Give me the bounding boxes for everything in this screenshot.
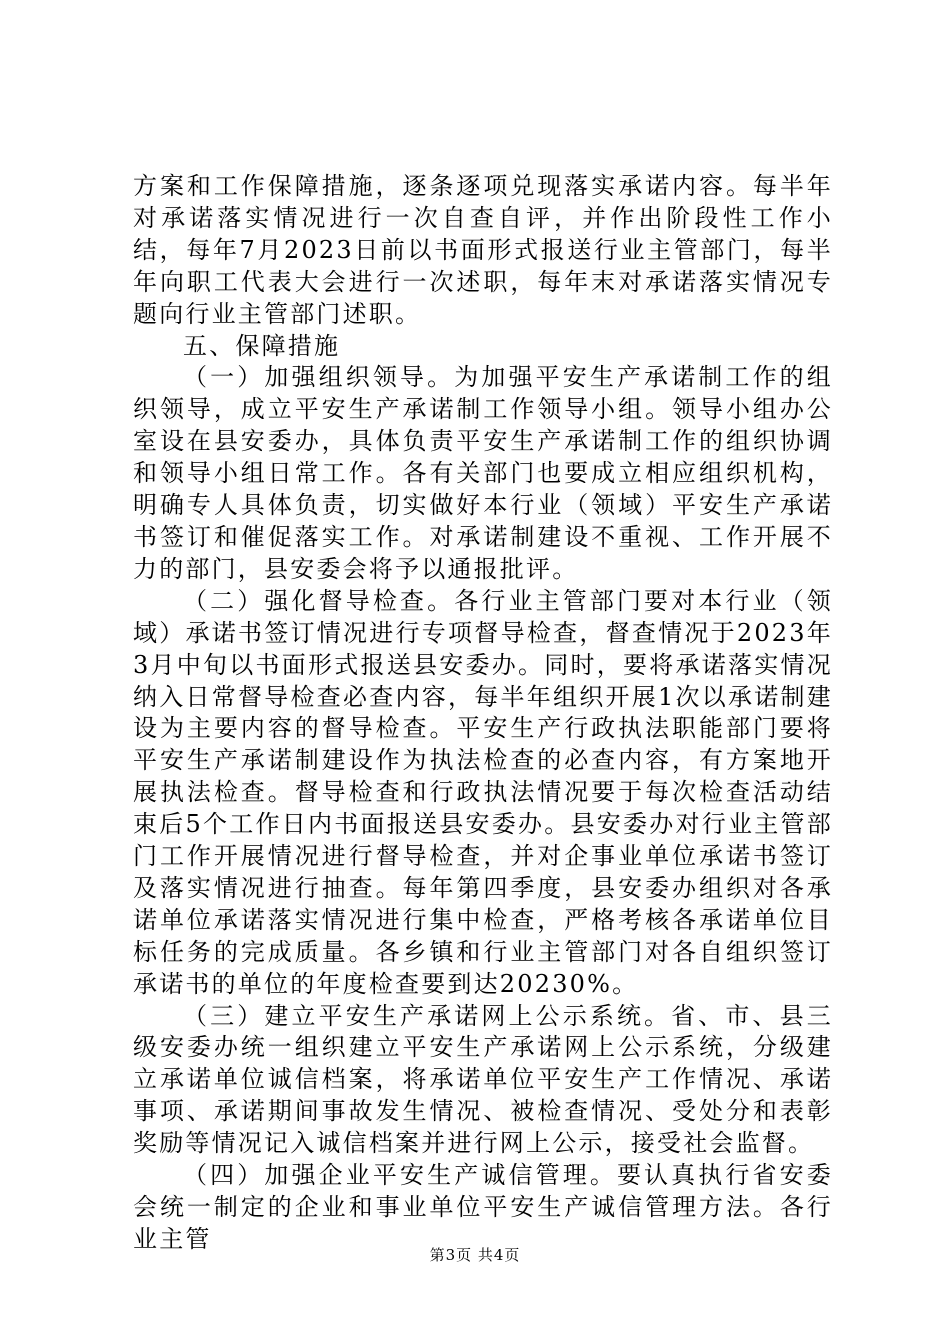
paragraph-online-disclosure-system: （三）建立平安生产承诺网上公示系统。省、市、县三级安委办统一组织建立平安生产承诺网上公示系统，分级建立承诺单位诚信档案，将承诺单位平安生产工作情况、承诺事项、承诺期间事故发生情况、被检查情况、受处分和表彰奖励等情况记入诚信档案并进行网上公示，接受社会监督。 bbox=[133, 1001, 833, 1158]
document-body bbox=[133, 171, 833, 1256]
page-footer: 第3页 共4页 bbox=[429, 1246, 521, 1264]
paragraph-organization-leadership: （一）加强组织领导。为加强平安生产承诺制工作的组织领导，成立平安生产承诺制工作领导小组。领导小组办公室设在县安委办，具体负责平安生产承诺制工作的组织协调和领导小组日常工作。各有关部门也要成立相应组织机构，明确专人具体负责，切实做好本行业（领域）平安生产承诺书签订和催促落实工作。对承诺制建设不重视、工作开展不力的部门，县安委会将予以通报批评。 bbox=[133, 363, 833, 583]
section-heading-safeguards: 五、保障措施 bbox=[183, 331, 341, 360]
paragraph-continuation: 方案和工作保障措施，逐条逐项兑现落实承诺内容。每半年对承诺落实情况进行一次自查自评，并作出阶段性工作小结，每年7月2023日前以书面形式报送行业主管部门，每半年向职工代表大会进行一次述职，每年末对承诺落实情况专题向行业主管部门述职。 bbox=[133, 172, 833, 328]
paragraph-supervision-inspection: （二）强化督导检查。各行业主管部门要对本行业（领域）承诺书签订情况进行专项督导检查，督查情况于2023年3月中旬以书面形式报送县安委办。同时，要将承诺落实情况纳入日常督导检查必查内容，每半年组织开展1次以承诺制建设为主要内容的督导检查。平安生产行政执法职能部门要将平安生产承诺制建设作为执法检查的必查内容，有方案地开展执法检查。督导检查和行政执法情况要于每次检查活动结束后5个工作日内书面报送县安委办。县安委办对行业主管部门工作开展情况进行督导检查，并对企事业单位承诺书签订及落实情况进行抽查。每年第四季度，县安委办组织对各承诺单位承诺落实情况进行集中检查，严格考核各承诺单位目标任务的完成质量。各乡镇和行业主管部门对各自组织签订承诺书的单位的年度检查要到达20230%。 bbox=[133, 586, 833, 998]
paragraph-integrity-management: （四）加强企业平安生产诚信管理。要认真执行省安委会统一制定的企业和事业单位平安生产诚信管理方法。各行业主管 bbox=[133, 1161, 833, 1253]
